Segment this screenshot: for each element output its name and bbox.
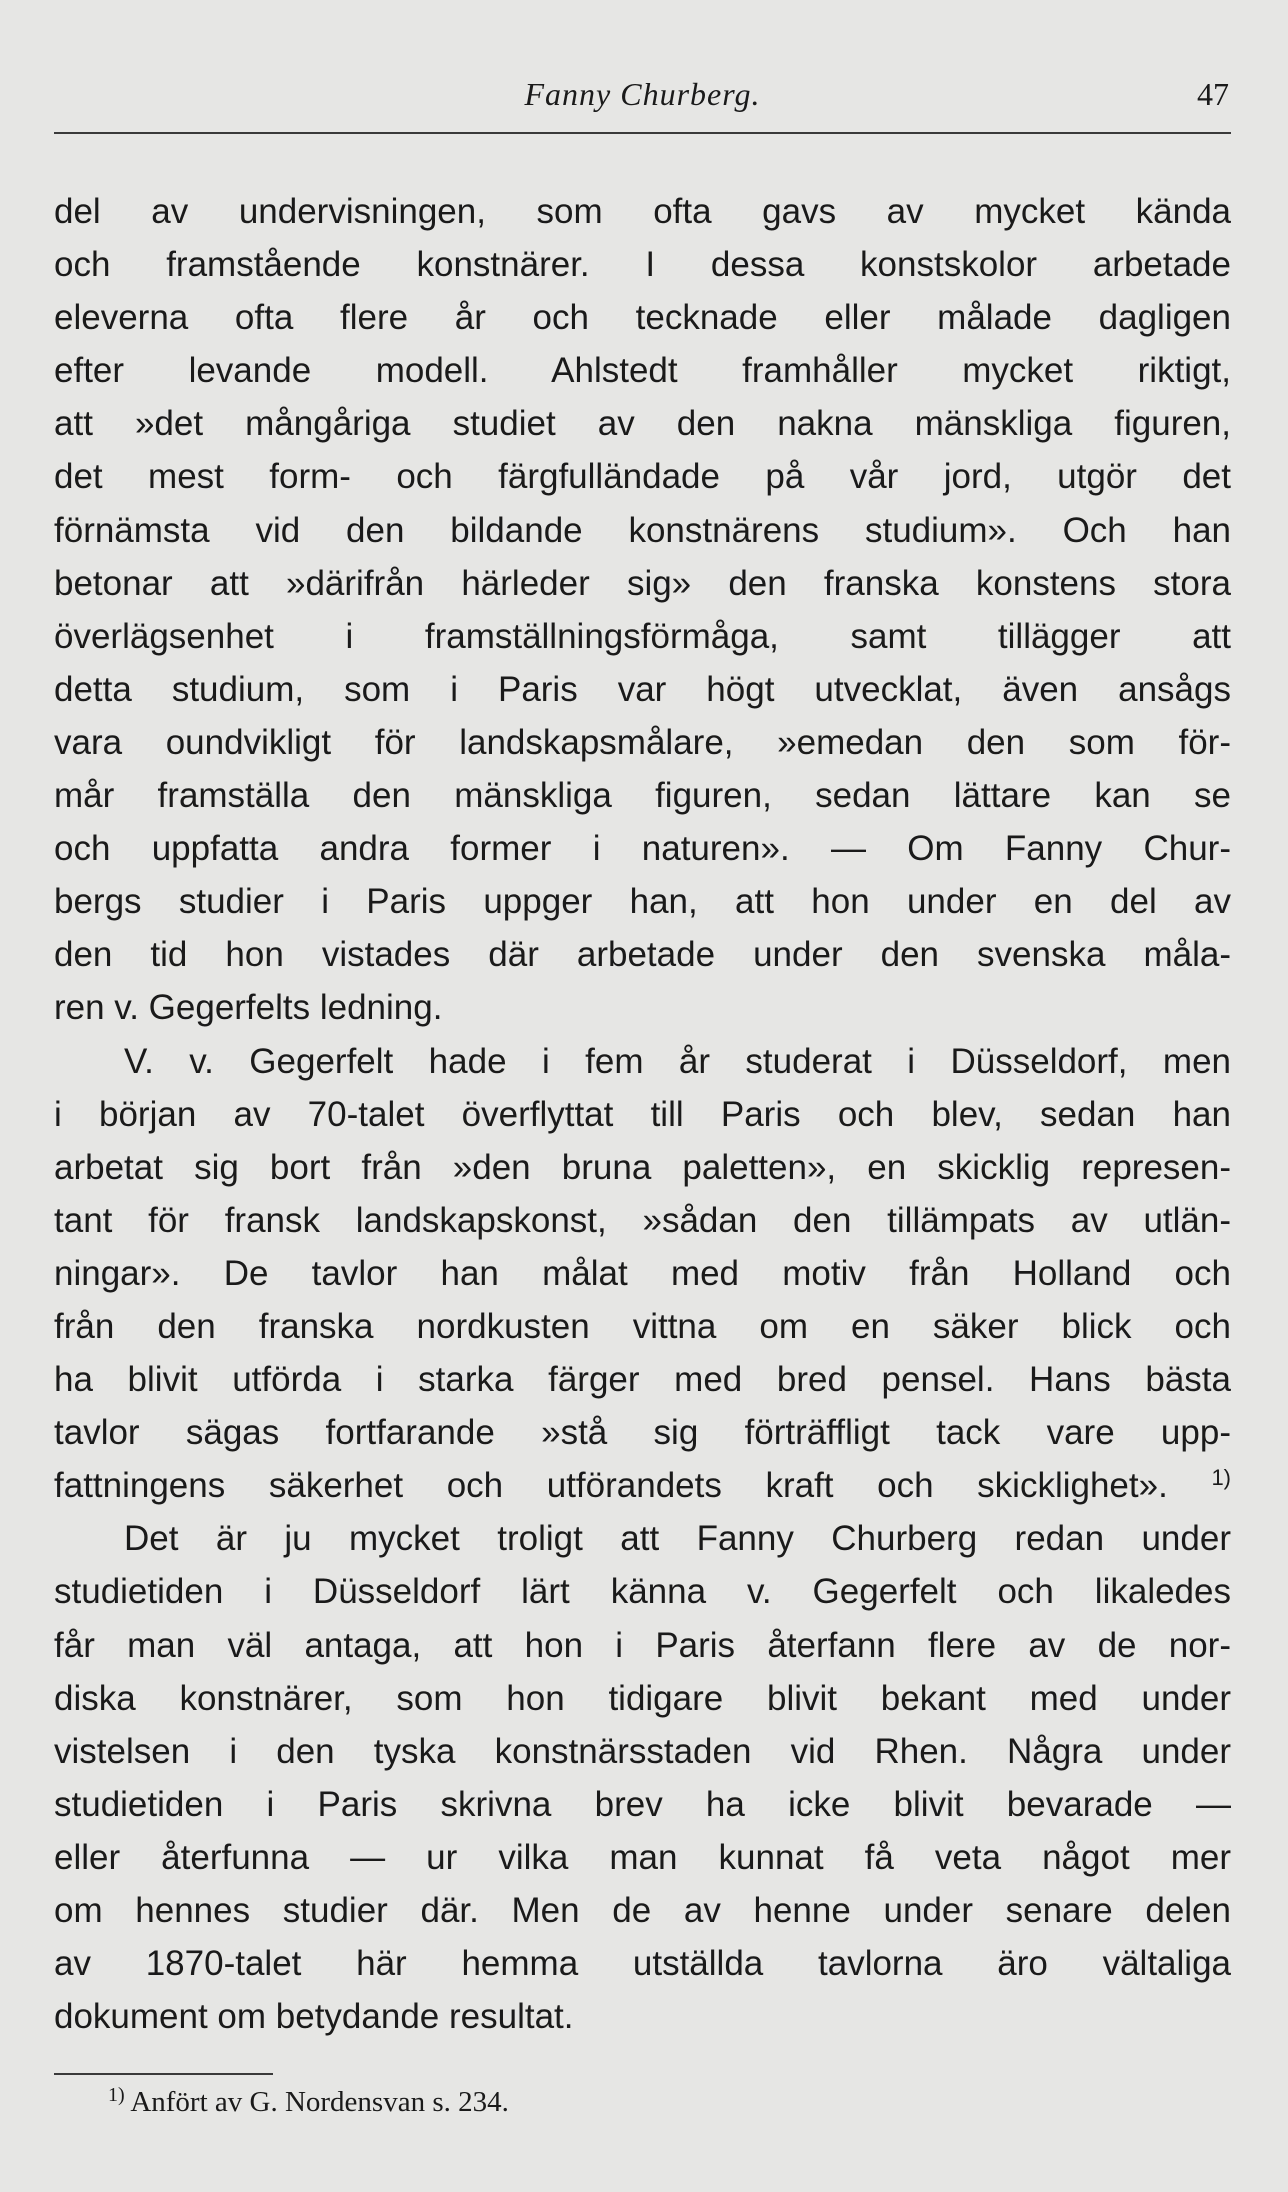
text-line: dokument om betydande resultat. [54,1997,574,2037]
text-line: och uppfatta andra former i naturen». — Om Fanny Chur- [54,829,1231,869]
text-line: överlägsenhet i framställningsförmåga, samt tillägger att [54,616,1231,656]
running-title: Fanny Churberg. [524,76,761,112]
text-line: eleverna ofta flere år och tecknade eller målade dagligen [54,298,1231,338]
text-line: tavlor sägas fortfarande »stå sig förträffligt tack vare upp- [54,1413,1231,1453]
text-line: efter levande modell. Ahlstedt framhåller mycket riktigt, [54,351,1231,391]
text-line: och framstående konstnärer. I dessa konstskolor arbetade [54,245,1231,285]
text-line: V. v. Gegerfelt hade i fem år studerat i Düsseldorf, men [124,1041,1231,1081]
text-line: i början av 70-talet överflyttat till Paris och blev, sedan han [54,1094,1231,1134]
text-line: arbetat sig bort från »den bruna paletten», en skicklig represen- [54,1147,1231,1187]
text-line: från den franska nordkusten vittna om en säker blick och [54,1306,1231,1346]
text-line: diska konstnärer, som hon tidigare blivit bekant med under [54,1678,1231,1718]
text-line: ningar». De tavlor han målat med motiv från Holland och [54,1253,1231,1293]
text-line: detta studium, som i Paris var högt utvecklat, även ansågs [54,669,1231,709]
text-line: förnämsta vid den bildande konstnärens studium». Och han [54,510,1231,550]
text-line: vistelsen i den tyska konstnärsstaden vid Rhen. Några under [54,1731,1231,1771]
text-line: vara oundvikligt för landskapsmålare, »emedan den som för- [54,722,1231,762]
text-line: det mest form- och färgfulländade på vår jord, utgör det [54,457,1231,497]
text-line: del av undervisningen, som ofta gavs av mycket kända [54,192,1231,231]
text-line: bergs studier i Paris uppger han, att hon under en del av [54,882,1231,922]
footnote-divider [54,2073,273,2075]
body-text [54,185,1231,2043]
page-number: 47 [1197,76,1229,112]
text-line: den tid hon vistades där arbetade under den svenska måla- [54,935,1231,975]
text-line: får man väl antaga, att hon i Paris återfann flere av de nor- [54,1625,1231,1665]
text-line: att »det mångåriga studiet av den nakna mänskliga figuren, [54,404,1231,444]
text-line: av 1870-talet här hemma utställda tavlorna äro vältaliga [54,1944,1231,1984]
footnote-reference: 1) [1211,1465,1231,1491]
running-header [54,76,1231,134]
text-line: Det är ju mycket troligt att Fanny Churberg redan under [124,1519,1231,1559]
text-line: tant för fransk landskapskonst, »sådan den tillämpats av utlän- [54,1200,1231,1240]
text-line: fattningens säkerhet och utförandets kraft och skicklighet». [54,1466,1168,1506]
text-line: om hennes studier där. Men de av henne under senare delen [54,1891,1231,1930]
text-line-with-note [54,1459,1231,1512]
footnote-marker: 1) [108,2084,125,2106]
text-line: mår framställa den mänskliga figuren, sedan lättare kan se [54,776,1231,816]
text-line: studietiden i Düsseldorf lärt känna v. Gegerfelt och likaledes [54,1572,1231,1612]
footnote-text: Anfört av G. Nordensvan s. 234. [130,2086,509,2118]
text-line: betonar att »därifrån härleder sig» den franska konstens stora [54,563,1231,603]
footnote [108,2082,509,2122]
text-line: eller återfunna — ur vilka man kunnat få veta något mer [54,1837,1231,1877]
text-line: ren v. Gegerfelts ledning. [54,988,443,1028]
text-line: studietiden i Paris skrivna brev ha icke blivit bevarade — [54,1784,1231,1824]
text-line: ha blivit utförda i starka färger med bred pensel. Hans bästa [54,1360,1231,1400]
